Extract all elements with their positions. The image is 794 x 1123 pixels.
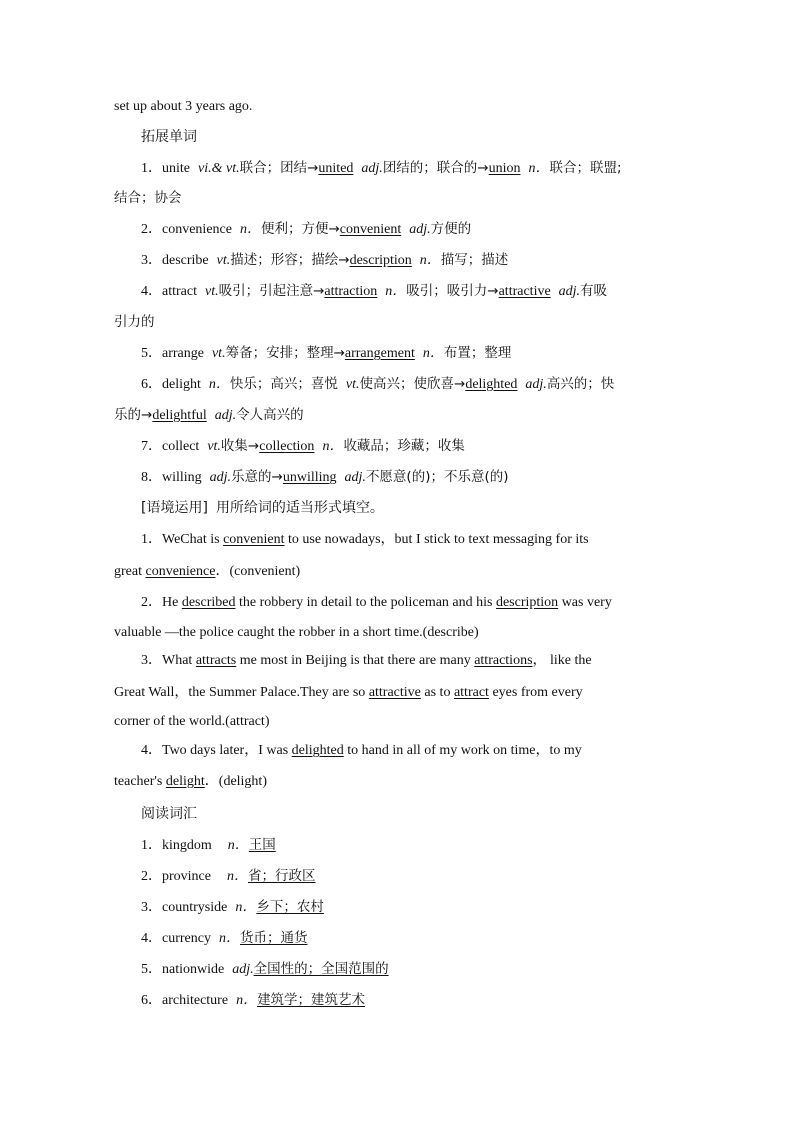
answer-blank: united (318, 161, 354, 176)
item-number: 5． (141, 962, 162, 977)
expand-words-heading: 拓展单词 (141, 129, 197, 145)
part-of-speech: n． (227, 838, 249, 853)
headword: countryside (162, 900, 228, 915)
context-instruction: 用所给词的适当形式填空。 (215, 500, 384, 516)
word-item-1 (141, 159, 684, 178)
answer-blank: unwilling (282, 470, 337, 485)
item-number: 4． (141, 284, 162, 299)
headword: unite (162, 161, 190, 176)
word-item-4-cont: 引力的 (114, 314, 155, 330)
answer-blank: attractive (368, 685, 421, 700)
headword: willing (162, 470, 202, 485)
part-of-speech: n． (235, 900, 257, 915)
word-item-8 (141, 468, 684, 487)
answer-blank: union (488, 161, 521, 176)
part-of-speech: n． (236, 993, 258, 1008)
part-of-speech: adj. (232, 962, 254, 977)
headword: architecture (162, 993, 229, 1008)
part-of-speech: n． (385, 284, 407, 299)
meaning: 联合；联盟; (549, 160, 622, 176)
sentence-text: ．(convenient) (215, 564, 301, 579)
meaning: 使高兴；使欣喜→ (359, 376, 466, 392)
item-number: 3． (141, 653, 162, 668)
item-number: 2． (141, 595, 162, 610)
headword: delight (162, 377, 201, 392)
headword: describe (162, 253, 209, 268)
meaning: 高兴的；快 (546, 376, 615, 392)
headword: kingdom (162, 838, 212, 853)
sentence-text: ．(delight) (204, 774, 267, 789)
sentence-text: the robbery in detail to the policeman and his (238, 595, 493, 610)
sentence-text: Great Wall，the Summer Palace.They are so (114, 685, 366, 700)
sentence-text: teacher's (114, 774, 163, 789)
part-of-speech: vi.& vt. (198, 161, 240, 176)
sentence-text: Two days later，I was (162, 743, 289, 758)
answer-blank: delightful (152, 408, 207, 423)
reading-item-3 (141, 898, 684, 917)
answer-blank: described (181, 595, 236, 610)
exercise-2-line-2: valuable —the police caught the robber in a short time.(describe) (114, 625, 479, 640)
part-of-speech: n． (422, 346, 444, 361)
part-of-speech: vt. (345, 377, 360, 392)
headword: currency (162, 931, 211, 946)
item-number: 5． (141, 346, 162, 361)
answer-blank: delighted (291, 743, 344, 758)
word-item-5 (141, 344, 684, 363)
answer-blank: delighted (465, 377, 518, 392)
answer-blank: convenience (145, 564, 216, 579)
meaning: 令人高兴的 (236, 407, 304, 423)
part-of-speech: adj. (361, 161, 383, 176)
sentence-text: What (162, 653, 193, 668)
answer-blank: 乡下；农村 (256, 899, 324, 915)
part-of-speech: n． (528, 161, 550, 176)
meaning: 吸引；引起注意→ (218, 283, 325, 299)
answer-blank: arrangement (344, 346, 415, 361)
meaning: 描述；形容；描绘→ (230, 252, 350, 268)
headword: nationwide (162, 962, 225, 977)
part-of-speech: n． (239, 222, 261, 237)
item-number: 4． (141, 743, 162, 758)
meaning: 吸引；吸引力→ (406, 283, 499, 299)
headword: attract (162, 284, 197, 299)
answer-blank: description (349, 253, 412, 268)
meaning: 乐意的→ (231, 469, 283, 485)
meaning: 乐的→ (114, 407, 153, 423)
part-of-speech: adj. (558, 284, 581, 299)
sentence-text: me most in Beijing is that there are many (239, 653, 471, 668)
meaning: 收藏品；珍藏；收集 (343, 438, 465, 454)
continued-line: set up about 3 years ago. (114, 99, 253, 114)
answer-blank: 王国 (248, 837, 276, 853)
item-number: 1． (141, 838, 162, 853)
exercise-2-line-1 (141, 594, 684, 612)
meaning: 收集→ (220, 438, 260, 454)
meaning: 有吸 (580, 283, 608, 299)
exercise-4-line-1 (141, 742, 684, 760)
item-number: 8． (141, 470, 162, 485)
headword: collect (162, 439, 200, 454)
sentence-text: WeChat is (162, 532, 220, 547)
part-of-speech: vt. (211, 346, 226, 361)
meaning: 筹备；安排；整理→ (225, 345, 345, 361)
answer-blank: convenient (223, 532, 285, 547)
exercise-3-line-3: corner of the world.(attract) (114, 714, 270, 729)
exercise-4-line-2 (114, 773, 684, 791)
exercise-1-line-2 (114, 563, 684, 581)
item-number: 2． (141, 869, 162, 884)
part-of-speech: vt. (216, 253, 231, 268)
sentence-text: to use nowadays，but I stick to text messaging for its (288, 532, 589, 547)
sentence-text: to hand in all of my work on time，to my (347, 743, 582, 758)
word-item-6 (141, 375, 684, 394)
context-heading (141, 499, 684, 517)
context-label: [语境运用] (141, 500, 208, 516)
meaning: 便利；方便→ (260, 221, 340, 237)
word-item-3 (141, 251, 684, 270)
answer-blank: delight (165, 774, 205, 789)
answer-blank: convenient (339, 222, 402, 237)
item-number: 2． (141, 222, 162, 237)
meaning: 描写；描述 (440, 252, 509, 268)
word-item-4 (141, 282, 684, 301)
exercise-3-line-1 (141, 652, 684, 670)
item-number: 3． (141, 253, 162, 268)
reading-vocab-heading: 阅读词汇 (141, 806, 197, 822)
word-item-6-cont (114, 406, 684, 425)
headword: province (162, 869, 211, 884)
sentence-text: was very (561, 595, 612, 610)
item-number: 1． (141, 532, 162, 547)
exercise-1-line-1 (141, 531, 684, 549)
part-of-speech: n． (218, 931, 240, 946)
answer-blank: attract (453, 685, 489, 700)
part-of-speech: adj. (344, 470, 366, 485)
meaning: 联合；团结→ (239, 160, 319, 176)
answer-blank: collection (259, 439, 315, 454)
answer-blank: 省；行政区 (247, 868, 316, 884)
word-item-2 (141, 220, 684, 239)
answer-blank: attraction (324, 284, 378, 299)
answer-blank: 全国性的；全国范围的 (253, 961, 389, 977)
part-of-speech: n． (419, 253, 441, 268)
item-number: 6． (141, 993, 162, 1008)
sentence-text: as to (424, 685, 451, 700)
reading-item-1 (141, 836, 684, 855)
meaning: 快乐；高兴；喜悦 (229, 376, 338, 392)
part-of-speech: vt. (204, 284, 219, 299)
reading-item-2 (141, 867, 684, 886)
item-number: 3． (141, 900, 162, 915)
meaning: 不愿意(的)；不乐意(的) (365, 469, 509, 485)
word-item-1-cont: 结合；协会 (114, 190, 182, 206)
part-of-speech: adj. (209, 470, 232, 485)
answer-blank: 货币；通货 (239, 930, 308, 946)
reading-item-5 (141, 960, 684, 979)
part-of-speech: n． (322, 439, 344, 454)
sentence-text: ， like the (532, 653, 592, 668)
item-number: 7． (141, 439, 162, 454)
headword: arrange (162, 346, 204, 361)
answer-blank: attracts (195, 653, 237, 668)
sentence-text: great (114, 564, 142, 579)
meaning: 团结的；联合的→ (382, 160, 489, 176)
part-of-speech: n． (208, 377, 230, 392)
meaning: 布置；整理 (443, 345, 512, 361)
exercise-3-line-2 (114, 684, 684, 702)
part-of-speech: vt. (207, 439, 221, 454)
part-of-speech: adj. (409, 222, 431, 237)
meaning: 方便的 (430, 221, 472, 237)
item-number: 4． (141, 931, 162, 946)
reading-item-4 (141, 929, 684, 948)
sentence-text: eyes from every (492, 685, 583, 700)
word-item-7 (141, 437, 684, 456)
headword: convenience (162, 222, 232, 237)
item-number: 1． (141, 161, 162, 176)
reading-item-6 (141, 991, 684, 1010)
sentence-text: He (162, 595, 179, 610)
item-number: 6． (141, 377, 162, 392)
part-of-speech: adj. (525, 377, 547, 392)
answer-blank: description (495, 595, 559, 610)
answer-blank: attractive (498, 284, 551, 299)
answer-blank: attractions (474, 653, 533, 668)
part-of-speech: adj. (214, 408, 237, 423)
answer-blank: 建筑学；建筑艺术 (257, 992, 366, 1008)
part-of-speech: n． (226, 869, 248, 884)
